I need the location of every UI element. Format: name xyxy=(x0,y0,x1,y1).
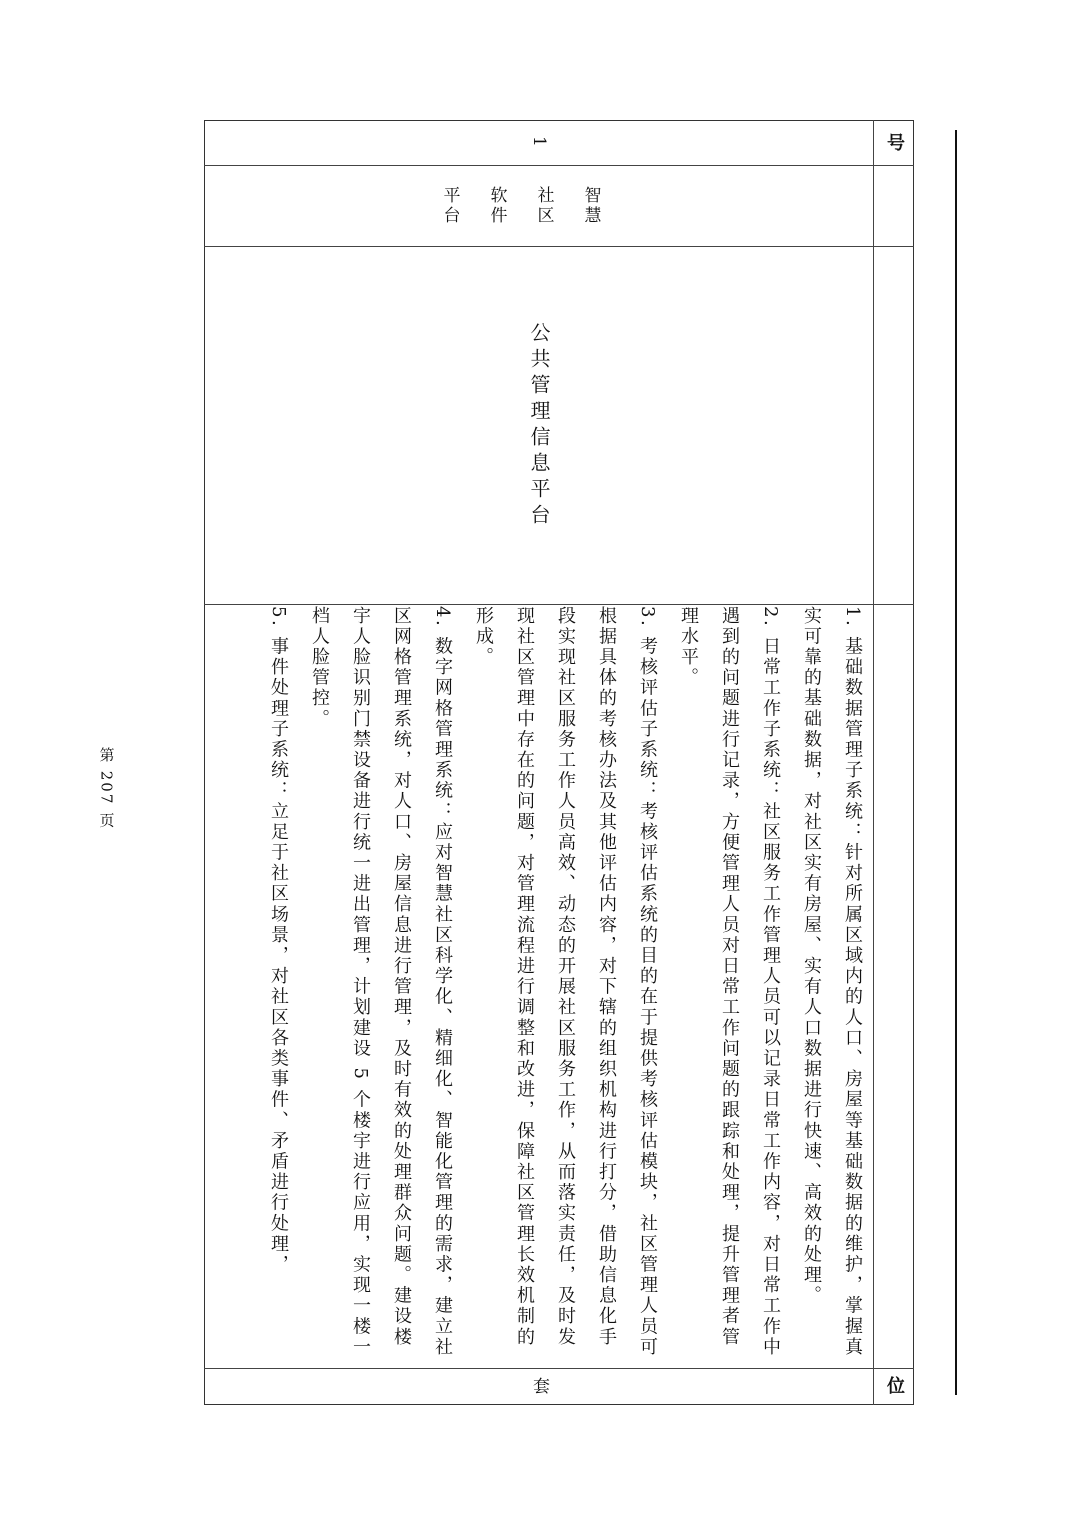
content-item: 4. 数字网格管理系统：应对智慧社区科学化、精细化、智能化管理的需求，建立社区网格管理系统，对人口、房屋信息进行管理，及时有效的处理群众问题。建设楼宇人脸识别门禁设备进行统一进出管理，计划建设 5 个楼宇进行应用，实现一楼一档人脸管控。 xyxy=(309,606,453,1358)
header-seq: 号 xyxy=(884,132,905,154)
row-content xyxy=(208,606,873,1366)
header-divider xyxy=(873,120,874,1405)
page-number xyxy=(92,746,122,830)
row-name-line: 平台 xyxy=(439,186,460,226)
header-position: 位 xyxy=(884,1376,905,1397)
content-item: 2. 日常工作子系统：社区服务工作管理人员可以记录日常工作内容，对日常工作中遇到的问题进行记录，方便管理人员对日常工作问题的跟踪和处理，提升管理者管理水平。 xyxy=(678,606,781,1358)
row-seq-cell xyxy=(205,121,873,165)
row-seq: 1 xyxy=(529,136,549,150)
table-divider xyxy=(204,604,914,605)
content-item: 5. 事件处理子系统：立足于社区场景，对社区各类事件、矛盾进行处理， xyxy=(268,606,289,1276)
page-number-text: 第 207 页 xyxy=(97,746,116,830)
row-subsystem-cell xyxy=(205,247,873,604)
page-rule xyxy=(955,130,957,1395)
header-position-cell xyxy=(874,1369,914,1404)
header-seq-cell xyxy=(874,121,914,165)
header-quantity-anchor xyxy=(874,1404,914,1405)
row-name-line: 智慧 xyxy=(580,186,601,226)
row-subsystem: 公共管理信息平台 xyxy=(527,321,551,530)
row-unit-cell xyxy=(205,1369,873,1404)
content-item: 1. 基础数据管理子系统：针对所属区域内的人口、房屋等基础数据的维护，掌握真实可靠的基础数据，对社区实有房屋、实有人口数据进行快速、高效的处理。 xyxy=(801,606,863,1358)
header-quantity-cell xyxy=(874,1420,914,1460)
row-name-cell xyxy=(440,166,600,246)
row-unit: 套 xyxy=(529,1376,549,1397)
row-name-line: 社区 xyxy=(533,186,554,226)
row-name-line: 软件 xyxy=(486,186,507,226)
content-item: 3. 考核评估子系统：考核评估系统的目的在于提供考核评估模块，社区管理人员可根据具体的考核办法及其他评估内容，对下辖的组织机构进行打分，借助信息化手段实现社区服务工作人员高效、动态的开展社区服务工作，从而落实责任，及时发现社区管理中存在的问题，对管理流程进行调整和改进，保障社区管理长效机制的形成。 xyxy=(473,606,658,1358)
